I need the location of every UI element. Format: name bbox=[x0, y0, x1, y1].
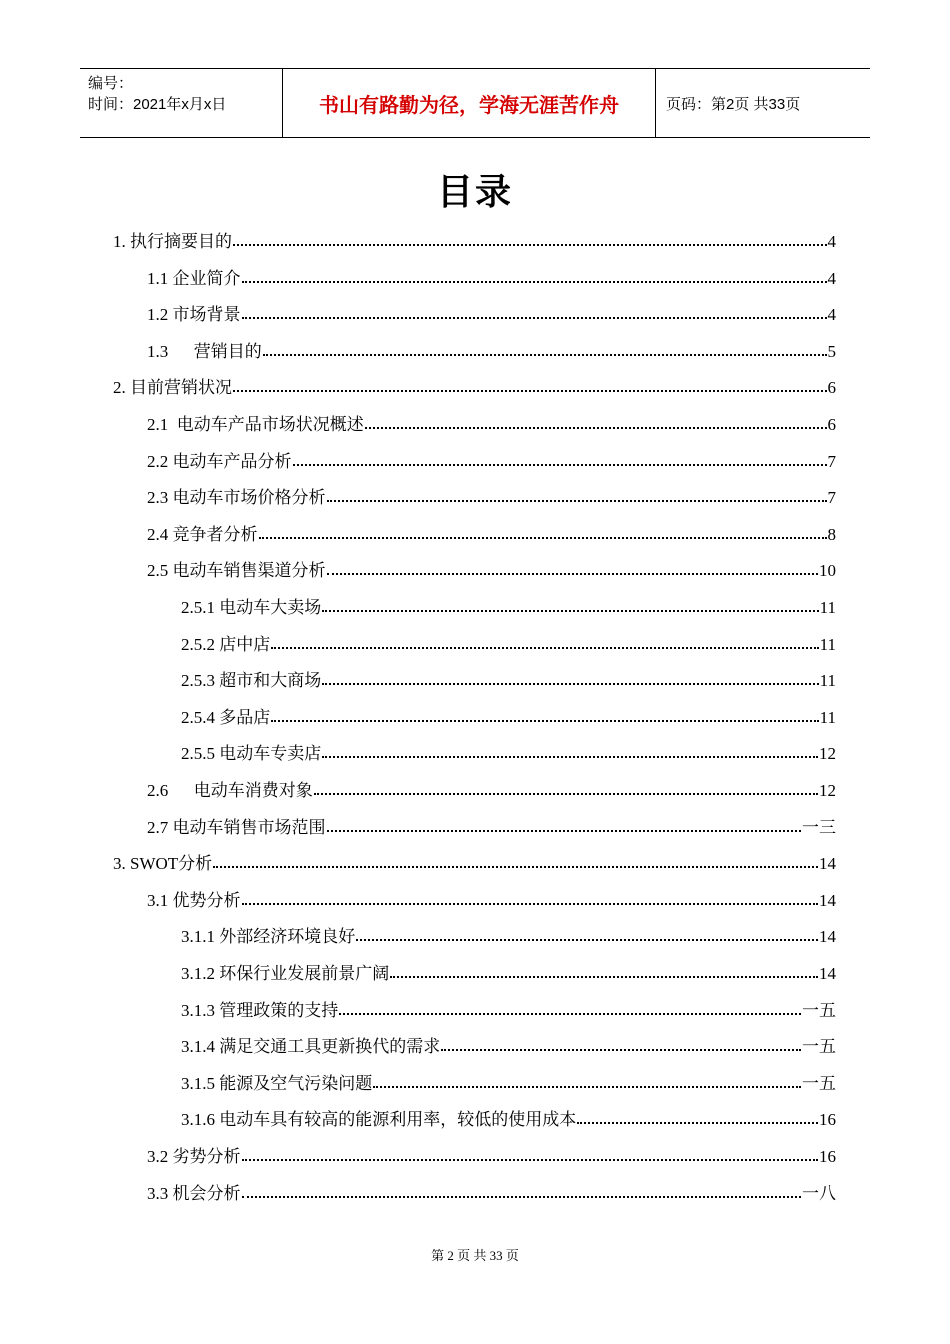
toc-entry-page: 8 bbox=[827, 525, 836, 544]
toc-leader-dots bbox=[339, 1013, 801, 1015]
toc-leader-dots bbox=[242, 281, 827, 283]
toc-entry-page: 一五 bbox=[802, 1074, 836, 1093]
toc-entry-label: 2.5.2 店中店 bbox=[181, 635, 271, 654]
toc-entry[interactable] bbox=[147, 409, 836, 435]
toc-entry-page: 4 bbox=[827, 305, 836, 324]
toc-entry-page: 14 bbox=[819, 891, 836, 910]
toc-entry-page: 6 bbox=[827, 415, 836, 434]
toc-entry[interactable] bbox=[181, 738, 836, 764]
toc-entry[interactable] bbox=[113, 226, 836, 252]
toc-entry-page: 一八 bbox=[802, 1184, 836, 1203]
toc-entry-label: 2. 目前营销状况 bbox=[113, 378, 232, 397]
toc-entry-label: 3.1.3 管理政策的支持 bbox=[181, 1001, 339, 1020]
toc-leader-dots bbox=[293, 464, 827, 466]
toc-entry-label: 3.1.4 满足交通工具更新换代的需求 bbox=[181, 1037, 441, 1056]
toc-entry-label: 2.1 电动车产品市场状况概述 bbox=[147, 415, 364, 434]
toc-leader-dots bbox=[242, 1196, 802, 1198]
toc-entry[interactable] bbox=[113, 372, 836, 398]
toc-entry-page: 11 bbox=[819, 635, 836, 654]
toc-entry-label: 2.7 电动车销售市场范围 bbox=[147, 818, 326, 837]
toc-leader-dots bbox=[322, 610, 818, 612]
toc-entry-label: 1.1 企业简介 bbox=[147, 269, 241, 288]
page-footer: 第 2 页 共 33 页 bbox=[431, 1248, 519, 1263]
toc-leader-dots bbox=[327, 573, 819, 575]
toc-entry-page: 一五 bbox=[802, 1037, 836, 1056]
toc-entry-page: 11 bbox=[819, 708, 836, 727]
toc-leader-dots bbox=[577, 1122, 818, 1124]
header-meta bbox=[80, 69, 282, 137]
page-title: 目录 bbox=[436, 172, 513, 212]
toc-entry-page: 一五 bbox=[802, 1001, 836, 1020]
toc-entry-label: 3.2 劣势分析 bbox=[147, 1147, 241, 1166]
toc-leader-dots bbox=[314, 793, 818, 795]
toc-entry-page: 一三 bbox=[802, 818, 836, 837]
toc-entry-label: 3.3 机会分析 bbox=[147, 1184, 241, 1203]
toc-leader-dots bbox=[213, 866, 818, 868]
toc-entry-page: 4 bbox=[827, 232, 836, 251]
header-page-info: 页码：第2页 共33页 bbox=[666, 95, 801, 113]
toc-leader-dots bbox=[259, 537, 827, 539]
toc-entry-page: 12 bbox=[819, 781, 836, 800]
toc-entry-page: 14 bbox=[819, 854, 836, 873]
number-label: 编号： bbox=[88, 75, 134, 92]
toc-leader-dots bbox=[327, 500, 827, 502]
toc-entry-label: 1.2 市场背景 bbox=[147, 305, 241, 324]
toc-entry-page: 10 bbox=[819, 561, 836, 580]
toc-entry-page: 5 bbox=[827, 342, 836, 361]
toc-entry-label: 1. 执行摘要目的 bbox=[113, 232, 232, 251]
toc-entry-page: 4 bbox=[827, 269, 836, 288]
toc-entry-label: 1.3 营销目的 bbox=[147, 342, 262, 361]
toc-entry[interactable] bbox=[147, 446, 836, 472]
toc-entry-page: 16 bbox=[819, 1110, 836, 1129]
toc-leader-dots bbox=[441, 1049, 801, 1051]
toc-entry[interactable] bbox=[147, 263, 836, 289]
toc-entry-label: 3.1.6 电动车具有较高的能源利用率，较低的使用成本 bbox=[181, 1110, 577, 1129]
toc-entry-page: 12 bbox=[819, 744, 836, 763]
toc-entry-label: 3. SWOT分析 bbox=[113, 854, 213, 873]
header-motto: 书山有路勤为径，学海无涯苦作舟 bbox=[282, 69, 656, 137]
toc-entry-label: 2.5.5 电动车专卖店 bbox=[181, 744, 322, 763]
toc-entry[interactable] bbox=[147, 1141, 836, 1167]
toc-entry[interactable] bbox=[181, 958, 836, 984]
toc-entry[interactable] bbox=[113, 848, 836, 874]
toc-entry-page: 14 bbox=[819, 927, 836, 946]
toc-entry[interactable] bbox=[181, 702, 836, 728]
toc-leader-dots bbox=[322, 756, 818, 758]
date-label: 时间：2021年x月x日 bbox=[88, 96, 227, 113]
toc-entry-label: 2.6 电动车消费对象 bbox=[147, 781, 313, 800]
toc-entry[interactable] bbox=[147, 555, 836, 581]
toc-entry-page: 16 bbox=[819, 1147, 836, 1166]
toc-entry[interactable] bbox=[181, 1104, 836, 1130]
toc-entry[interactable] bbox=[147, 519, 836, 545]
toc-entry[interactable] bbox=[147, 482, 836, 508]
toc-entry-label: 2.5 电动车销售渠道分析 bbox=[147, 561, 326, 580]
toc-entry-label: 2.5.1 电动车大卖场 bbox=[181, 598, 322, 617]
toc-leader-dots bbox=[263, 354, 827, 356]
toc-entry[interactable] bbox=[181, 995, 836, 1021]
toc-entry[interactable] bbox=[181, 629, 836, 655]
toc-leader-dots bbox=[322, 683, 818, 685]
toc-entry-page: 14 bbox=[819, 964, 836, 983]
toc-entry-label: 3.1 优势分析 bbox=[147, 891, 241, 910]
toc-entry-label: 2.4 竞争者分析 bbox=[147, 525, 258, 544]
toc-entry[interactable] bbox=[181, 921, 836, 947]
toc-entry-label: 2.3 电动车市场价格分析 bbox=[147, 488, 326, 507]
toc-entry[interactable] bbox=[181, 1068, 836, 1094]
toc-entry-page: 7 bbox=[827, 452, 836, 471]
toc-leader-dots bbox=[390, 976, 818, 978]
toc-entry[interactable] bbox=[181, 592, 836, 618]
toc-leader-dots bbox=[271, 647, 818, 649]
toc-leader-dots bbox=[373, 1086, 801, 1088]
toc-leader-dots bbox=[327, 830, 802, 832]
toc-leader-dots bbox=[242, 317, 827, 319]
toc-leader-dots bbox=[242, 1159, 819, 1161]
toc-leader-dots bbox=[233, 244, 827, 246]
toc-entry[interactable] bbox=[147, 299, 836, 325]
toc-leader-dots bbox=[271, 720, 818, 722]
page-header bbox=[80, 68, 870, 138]
toc-entry-page: 7 bbox=[827, 488, 836, 507]
toc-entry-label: 3.1.2 环保行业发展前景广阔 bbox=[181, 964, 390, 983]
toc-entry-page: 11 bbox=[819, 671, 836, 690]
toc-entry-label: 3.1.5 能源及空气污染问题 bbox=[181, 1074, 373, 1093]
toc-entry[interactable] bbox=[147, 775, 836, 801]
toc-leader-dots bbox=[242, 903, 819, 905]
toc-entry[interactable] bbox=[147, 1178, 836, 1204]
toc-leader-dots bbox=[356, 939, 818, 941]
toc-entry-page: 11 bbox=[819, 598, 836, 617]
toc-entry[interactable] bbox=[147, 336, 836, 362]
toc-entry[interactable] bbox=[147, 885, 836, 911]
toc-entry[interactable] bbox=[181, 665, 836, 691]
toc-entry-label: 2.5.4 多品店 bbox=[181, 708, 271, 727]
toc-leader-dots bbox=[365, 427, 827, 429]
toc-entry-label: 2.5.3 超市和大商场 bbox=[181, 671, 322, 690]
toc-entry-page: 6 bbox=[827, 378, 836, 397]
toc-leader-dots bbox=[233, 390, 827, 392]
toc-entry[interactable] bbox=[147, 812, 836, 838]
toc-entry[interactable] bbox=[181, 1031, 836, 1057]
toc-entry-label: 2.2 电动车产品分析 bbox=[147, 452, 292, 471]
toc-entry-label: 3.1.1 外部经济环境良好 bbox=[181, 927, 356, 946]
